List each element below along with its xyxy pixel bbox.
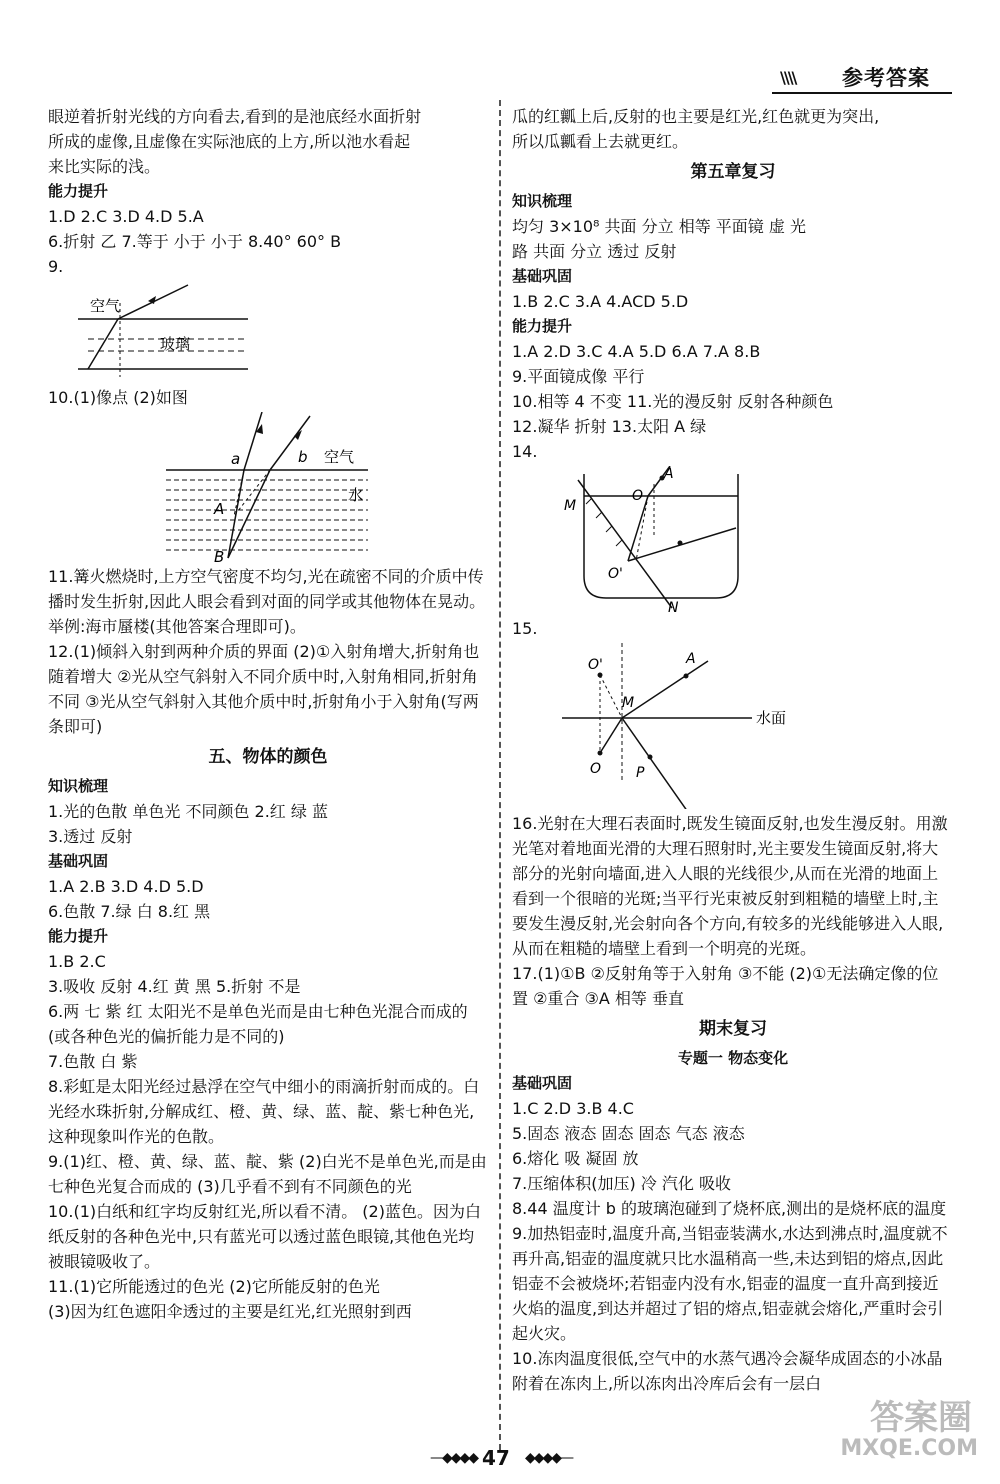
answer-line: 6.熔化 吸 凝固 放 — [512, 1149, 639, 1168]
fig15-label-P: P — [636, 765, 645, 781]
answer-line: 9. — [48, 257, 64, 276]
answer-line: 1.B 2.C 3.A 4.ACD 5.D — [512, 292, 689, 311]
answer-paragraph: 6.两 七 紫 红 太阳光不是单色光而是由七种色光混合而成的(或各种色光的偏折能力是不同的) — [48, 1002, 468, 1046]
fig9-glass-label: 玻璃 — [160, 335, 191, 353]
answer-line: 路 共面 分立 透过 反射 — [512, 242, 677, 261]
text-line: 眼逆着折射光线的方向看去,看到的是池底经水面折射 — [48, 107, 422, 126]
header-title: 参考答案 — [842, 66, 930, 90]
heading-ability: 能力提升 — [48, 927, 109, 945]
answer-line: 3.吸收 反射 4.红 黄 黑 5.折射 不是 — [48, 977, 301, 996]
section-title-review: 第五章复习 — [690, 162, 776, 182]
section-title-final: 期末复习 — [699, 1019, 767, 1039]
figure-15-diagram — [512, 643, 952, 809]
page-number: 47 — [482, 1446, 510, 1470]
answer-line: 7.压缩体积(加压) 冷 汽化 吸收 — [512, 1174, 732, 1193]
fig15-label-A: A — [686, 651, 696, 667]
answer-line: (3)因为红色遮阳伞透过的主要是红光,红光照射到西 — [48, 1302, 412, 1321]
answer-line: 1.A 2.D 3.C 4.A 5.D 6.A 7.A 8.B — [512, 342, 761, 361]
answer-line: 11.(1)它所能透过的色光 (2)它所能反射的色光 — [48, 1277, 380, 1296]
answer-line: 6.折射 乙 7.等于 小于 小于 8.40° 60° B — [48, 232, 342, 251]
fig15-water-label: 水面 — [756, 709, 787, 727]
heading-ability: 能力提升 — [48, 182, 109, 200]
fig10-label-B: B — [214, 548, 225, 562]
text-line: 瓜的红瓤上后,反射的也主要是红光,红色就更为突出, — [512, 107, 880, 126]
watermark-url: MXQE.COM — [840, 1436, 978, 1461]
figure-9-diagram — [48, 281, 488, 383]
answer-line: 1.D 2.C 3.D 4.D 5.A — [48, 207, 204, 226]
answer-paragraph: 9.(1)红、橙、黄、绿、蓝、靛、紫 (2)白光不是单色光,而是由七种色光复合而成的 (3)几乎看不到有不同颜色的光 — [48, 1152, 487, 1196]
heading-basic: 基础巩固 — [512, 267, 573, 285]
answer-paragraph: 12.(1)倾斜入射到两种介质的界面 (2)①入射角增大,折射角也随着增大 ②光从空气斜射入不同介质中时,入射角相同,折射角不同 ③光从空气斜射入其他介质中时,折射角小于入射角(写两条即可) — [48, 642, 480, 736]
answer-line: 15. — [512, 619, 538, 638]
answer-paragraph: 17.(1)①B ②反射角等于入射角 ③不能 (2)①无法确定像的位置 ②重合 ③A 相等 垂直 — [512, 964, 939, 1008]
right-column — [512, 104, 954, 1396]
footer-left-decoration: —◆◆◆◆ — [430, 1450, 478, 1466]
fig14-label-O: O — [632, 488, 644, 504]
answer-line: 1.C 2.D 3.B 4.C — [512, 1099, 634, 1118]
text-line: 来比实际的浅。 — [48, 157, 161, 176]
answer-line: 均匀 3×10⁸ 共面 分立 相等 平面镜 虚 光 — [512, 217, 806, 236]
fig14-label-A: A — [664, 466, 674, 482]
fig10-air-label: 空气 — [324, 448, 355, 466]
fig14-label-N: N — [668, 600, 679, 614]
heading-basic: 基础巩固 — [48, 852, 109, 870]
answer-line: 5.固态 液态 固态 固态 气态 液态 — [512, 1124, 745, 1143]
answer-paragraph: 9.加热铝壶时,温度升高,当铝壶装满水,水达到沸点时,温度就不再升高,铝壶的温度就只比水温稍高一些,未达到铝的熔点,因此铝壶不会被烧坏;若铝壶内没有水,铝壶的温度一直升高到接近火焰的温度,到达并超过了铝的熔点,铝壶就会熔化,严重时会引起火灾。 — [512, 1224, 948, 1343]
fig15-label-O-prime: O' — [588, 657, 603, 673]
answer-line: 6.色散 7.绿 白 8.红 黑 — [48, 902, 211, 921]
fig15-label-O: O — [590, 761, 602, 777]
fig14-label-M: M — [564, 498, 577, 514]
answer-paragraph: 8.彩虹是太阳光经过悬浮在空气中细小的雨滴折射而成的。白光经水珠折射,分解成红、橙、黄、绿、蓝、靛、紫七种色光,这种现象叫作光的色散。 — [48, 1077, 480, 1146]
watermark-text: 答案圈 — [870, 1398, 972, 1438]
answer-line: 10.相等 4 不变 11.光的漫反射 反射各种颜色 — [512, 392, 834, 411]
answer-line: 10.(1)像点 (2)如图 — [48, 388, 188, 407]
heading-ability: 能力提升 — [512, 317, 573, 335]
footer-right-decoration: ◆◆◆◆— — [525, 1450, 573, 1466]
column-divider — [499, 100, 501, 1450]
answer-paragraph: 10.冻肉温度很低,空气中的水蒸气遇冷会凝华成固态的小冰晶附着在冻肉上,所以冻肉出冷库后会有一层白 — [512, 1349, 943, 1393]
fig10-label-b: b — [298, 448, 308, 466]
answer-line: 1.B 2.C — [48, 952, 106, 971]
answer-line: 3.透过 反射 — [48, 827, 133, 846]
answer-paragraph: 16.光射在大理石表面时,既发生镜面反射,也发生漫反射。用激光笔对着地面光滑的大理石照射时,光主要发生镜面反射,将大部分的光射向墙面,进入人眼的光线很少,从而在光滑的地面上看到一个很暗的光斑;当平行光束被反射到粗糙的墙壁上时,主要发生漫反射,光会射向各个方向,有较多的光线能够进入人眼,从而在粗糙的墙壁上看到一个明亮的光斑。 — [512, 814, 948, 958]
left-column — [48, 104, 488, 1324]
text-line: 所成的虚像,且虚像在实际池底的上方,所以池水看起 — [48, 132, 411, 151]
fig10-water-label: 水 — [348, 486, 364, 504]
answer-line: 1.A 2.B 3.D 4.D 5.D — [48, 877, 204, 896]
answer-line: 12.凝华 折射 13.太阳 A 绿 — [512, 417, 707, 436]
figure-10-diagram — [48, 412, 488, 562]
fig14-label-O-prime: O' — [608, 566, 623, 582]
answer-line: 14. — [512, 442, 538, 461]
answer-paragraph: 10.(1)白纸和红字均反射红光,所以看不清。 (2)蓝色。因为白纸反射的各种色光中,只有蓝光可以透过蓝色眼镜,其他色光均被眼镜吸收了。 — [48, 1202, 481, 1271]
answer-paragraph: 11.篝火燃烧时,上方空气密度不均匀,光在疏密不同的介质中传播时发生折射,因此人眼会看到对面的同学或其他物体在晃动。举例:海市蜃楼(其他答案合理即可)。 — [48, 567, 486, 636]
text-line: 所以瓜瓤看上去就更红。 — [512, 132, 689, 151]
heading-basic: 基础巩固 — [512, 1074, 573, 1092]
answer-line: 9.平面镜成像 平行 — [512, 367, 645, 386]
header-rule — [772, 92, 952, 94]
header-marks: \\\\ — [780, 68, 796, 87]
heading-knowledge: 知识梳理 — [48, 777, 109, 795]
fig15-label-M: M — [622, 695, 635, 711]
fig10-label-a: a — [231, 450, 241, 468]
page-header — [772, 58, 952, 94]
subsection-title: 专题一 物态变化 — [677, 1049, 789, 1067]
answer-line: 7.色散 白 紫 — [48, 1052, 138, 1071]
fig9-air-label: 空气 — [90, 297, 121, 315]
heading-knowledge: 知识梳理 — [512, 192, 573, 210]
figure-14-diagram — [512, 466, 952, 614]
fig10-label-A: A — [214, 500, 225, 518]
section-title-color: 五、物体的颜色 — [208, 747, 328, 767]
answer-paragraph: 8.44 温度计 b 的玻璃泡碰到了烧杯底,测出的是烧杯底的温度 — [512, 1199, 947, 1218]
watermark — [832, 1390, 982, 1466]
answer-line: 1.光的色散 单色光 不同颜色 2.红 绿 蓝 — [48, 802, 328, 821]
